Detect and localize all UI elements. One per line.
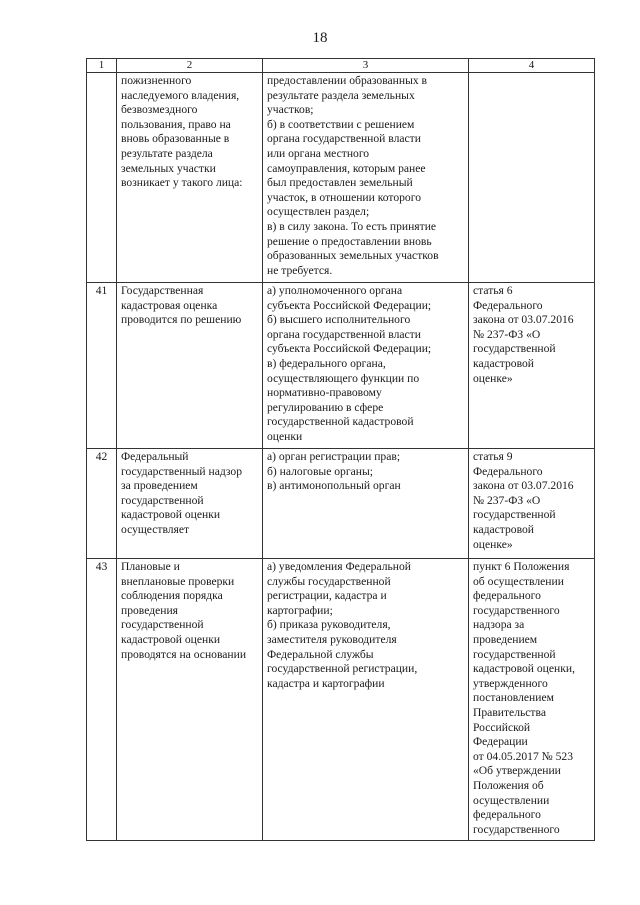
page-number: 18 [312,30,328,46]
source-line: № 237-ФЗ «О [473,493,541,507]
subject-line: наследуемого владения, [121,88,240,102]
source-line: кадастровой оценки, [473,662,575,676]
source-line: утвержденного [473,676,548,690]
row-content-cell [263,449,469,559]
row-source-cell [469,73,595,283]
content-line: в) антимонопольный орган [267,479,401,493]
source-line: кадастровой [473,356,534,370]
content-line: кадастра и картографии [267,676,385,690]
row-number-cell: 42 [87,449,117,559]
subject-line: кадастровой оценки [121,508,221,522]
row-subject-cell [117,283,263,449]
row-subject-cell [117,73,263,283]
content-line: заместителя руководителя [267,632,397,646]
source-line: кадастровой [473,522,534,536]
content-line: б) налоговые органы; [267,464,373,478]
content-line: или органа местного [267,146,370,160]
content-line: субъекта Российской Федерации; [267,298,432,312]
subject-line: государственный надзор [121,464,243,478]
content-line: а) орган регистрации прав; [267,450,401,463]
source-line: надзора за [473,618,525,632]
row-number-cell [87,73,117,283]
subject-line: соблюдения порядка [121,589,223,603]
source-line: осуществлении [473,793,550,807]
source-line: Федерации [473,735,528,749]
content-line: б) в соответствии с решением [267,117,415,131]
source-line: Федерального [473,464,543,478]
content-line: предоставлении образованных в [267,74,428,87]
source-line: Положения об [473,778,544,792]
subject-line: возникает у такого лица: [121,176,243,190]
subject-line: кадастровой оценки [121,632,221,646]
source-line: № 237-ФЗ «О [473,327,541,341]
source-line: государственной [473,342,556,356]
content-line: оценки [267,429,303,443]
content-line: не требуется. [267,263,333,277]
row-source-cell [469,559,595,841]
content-line: государственной регистрации, [267,662,418,676]
source-line: «Об утверждении [473,764,561,778]
source-line: Правительства [473,705,546,719]
subject-line: государственной [121,493,204,507]
subject-line: Федеральный [121,450,189,463]
content-line: Федеральной службы [267,647,374,661]
row-number-cell: 43 [87,559,117,841]
row-source-cell [469,449,595,559]
content-line: участков; [267,103,314,117]
subject-line: проводятся на основании [121,647,247,661]
subject-line: пожизненного [121,74,192,87]
content-line: результате раздела земельных [267,88,415,102]
content-line: б) приказа руководителя, [267,618,391,632]
subject-line: пользования, право на [121,117,231,131]
source-line: от 04.05.2017 № 523 [473,749,574,763]
subject-line: кадастровая оценка [121,298,218,312]
source-line: федерального [473,589,541,603]
source-line: об осуществлении [473,574,564,588]
source-line: Российской [473,720,531,734]
content-line: а) уведомления Федеральной [267,560,412,573]
row-content-cell [263,283,469,449]
content-line: нормативно-правовому [267,386,382,400]
content-line: субъекта Российской Федерации; [267,342,432,356]
content-line: был предоставлен земельный [267,176,413,190]
source-line: государственного [473,603,560,617]
source-line: государственной [473,508,556,522]
document-table [86,58,595,841]
content-line: государственной кадастровой [267,415,414,429]
source-line: государственного [473,822,560,836]
source-line: проведением [473,632,538,646]
table-row [87,559,595,841]
source-line: статья 9 [473,450,513,463]
content-line: в) в силу закона. То есть принятие [267,219,437,233]
source-line: постановлением [473,691,554,705]
subject-line: осуществляет [121,522,190,536]
source-line: статья 6 [473,284,513,297]
row-content-cell [263,559,469,841]
row-subject-cell [117,559,263,841]
source-line: государственной [473,647,556,661]
source-line: Федерального [473,298,543,312]
source-line: федерального [473,808,541,822]
content-line: службы государственной [267,574,391,588]
subject-line: Плановые и [121,560,180,573]
source-line: закона от 03.07.2016 [473,313,574,327]
source-line: закона от 03.07.2016 [473,479,574,493]
content-line: самоуправления, которым ранее [267,161,426,175]
content-line: регистрации, кадастра и [267,589,387,603]
subject-line: за проведением [121,479,198,493]
subject-line: Государственная [121,284,204,297]
content-line: участок, в отношении которого [267,190,421,204]
subject-line: проведения [121,603,178,617]
content-line: картографии; [267,603,333,617]
content-line: осуществлен раздел; [267,205,370,219]
header-cell: 4 [469,59,595,73]
source-line: оценке» [473,537,513,551]
content-line: регулированию в сфере [267,400,384,414]
subject-line: земельных участки [121,161,216,175]
header-cell: 2 [117,59,263,73]
row-subject-cell [117,449,263,559]
table-row [87,73,595,283]
row-number-cell: 41 [87,283,117,449]
table-header-row [87,59,595,73]
source-line: оценке» [473,371,513,385]
content-line: а) уполномоченного органа [267,284,403,297]
content-line: осуществляющего функции по [267,371,420,385]
table-row [87,449,595,559]
subject-line: внеплановые проверки [121,574,235,588]
source-line: пункт 6 Положения [473,560,570,573]
row-source-cell [469,283,595,449]
subject-line: вновь образованные в [121,132,230,146]
subject-line: безвозмездного [121,103,198,117]
table-row [87,283,595,449]
content-line: органа государственной власти [267,132,421,146]
content-line: б) высшего исполнительного [267,313,411,327]
content-line: органа государственной власти [267,327,421,341]
content-line: в) федерального органа, [267,356,386,370]
subject-line: результате раздела [121,146,213,160]
row-content-cell [263,73,469,283]
content-line: решение о предоставлении вновь [267,234,432,248]
content-line: образованных земельных участков [267,249,439,263]
header-cell: 3 [263,59,469,73]
subject-line: проводится по решению [121,313,242,327]
header-cell: 1 [87,59,117,73]
subject-line: государственной [121,618,204,632]
